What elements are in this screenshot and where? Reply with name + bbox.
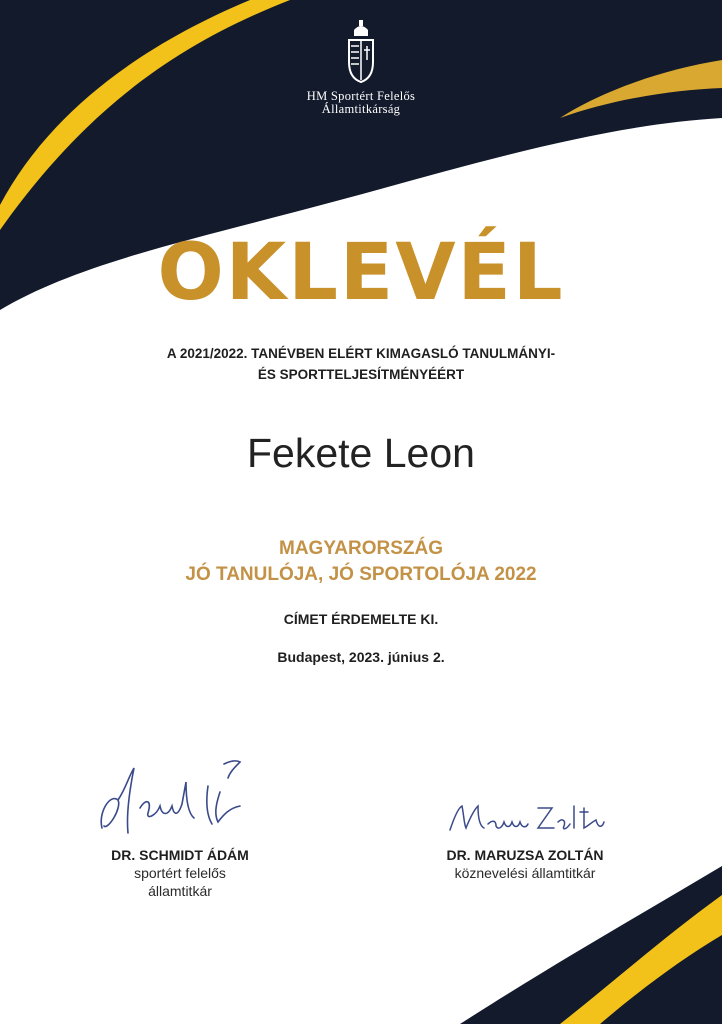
signatory-role-line1: sportért felelős (134, 865, 226, 881)
signatory-block-schmidt (60, 846, 300, 900)
award-title-line1: MAGYARORSZÁG (279, 538, 443, 559)
recipient-name: Fekete Leon (247, 430, 475, 476)
coat-of-arms-icon (343, 20, 379, 86)
reason-line1: A 2021/2022. TANÉVBEN ELÉRT KIMAGASLÓ TANULMÁNYI- (166, 346, 556, 361)
certificate-title: OKLEVÉL (157, 228, 565, 318)
conferred-text: CÍMET ÉRDEMELTE KI. (283, 611, 439, 627)
signatory-name: DR. SCHMIDT ÁDÁM (111, 847, 249, 863)
signature-schmidt (90, 758, 280, 848)
signatory-role-line2: államtitkár (148, 883, 212, 899)
signatory-block-maruzsa (405, 846, 645, 882)
signature-maruzsa (440, 798, 610, 840)
issuer-name-line2: Államtitkárság (321, 102, 401, 116)
award-title-line2: JÓ TANULÓJA, JÓ SPORTOLÓJA 2022 (185, 564, 537, 585)
reason-line2: ÉS SPORTTELJESÍTMÉNYÉÉRT (257, 367, 465, 382)
signatory-name: DR. MARUZSA ZOLTÁN (446, 847, 604, 863)
signatory-role-line1: köznevelési államtitkár (454, 865, 596, 881)
issuer-name-line1: HM Sportért Felelős (306, 89, 416, 103)
place-and-date: Budapest, 2023. június 2. (277, 649, 445, 665)
